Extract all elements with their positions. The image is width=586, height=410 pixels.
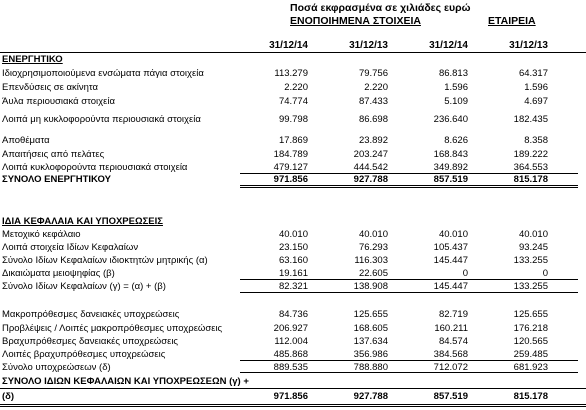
row-value: 712.072 xyxy=(433,362,468,373)
assets-heading-label: ΕΝΕΡΓΗΤΙΚΟ xyxy=(2,54,63,65)
row-value: 176.218 xyxy=(513,323,548,334)
row-value: 384.568 xyxy=(433,349,468,360)
assets-heading xyxy=(0,53,586,66)
row-value: 485.868 xyxy=(273,349,308,360)
table-row xyxy=(0,241,586,254)
row-value: 133.255 xyxy=(513,281,548,292)
row-value: 40.010 xyxy=(438,229,468,240)
row-value: 40.010 xyxy=(358,229,388,240)
group-consolidated-header: ΕΝΟΠΟΙΗΜΕΝΑ ΣΤΟΙΧΕΙΑ xyxy=(290,15,421,27)
grand-total-value: 927.788 xyxy=(353,391,388,402)
row-label: Σύνολο Ιδίων Κεφαλαίων (γ) = (α) + (β) xyxy=(2,281,166,292)
row-value: 182.435 xyxy=(513,114,548,125)
row-label: Επενδύσεις σε ακίνητα xyxy=(2,82,99,93)
equity-subtotal-rule xyxy=(240,279,578,280)
amounts-note: Ποσά εκφρασμένα σε χιλιάδες ευρώ xyxy=(290,2,471,14)
row-label: Λοιπές βραχυπρόθεσμες υποχρεώσεις xyxy=(2,349,166,360)
row-label: Βραχυπρόθεσμες δανειακές υποχρεώσεις xyxy=(2,336,179,347)
row-value: 1.596 xyxy=(444,82,468,93)
row-value: 236.640 xyxy=(433,114,468,125)
row-value: 113.279 xyxy=(274,68,308,79)
table-row xyxy=(0,113,586,126)
row-value: 0 xyxy=(462,268,468,279)
row-value: 681.923 xyxy=(513,362,548,373)
col-header-company-2013: 31/12/13 xyxy=(509,40,548,51)
equity-total-rule xyxy=(240,292,578,293)
table-row xyxy=(0,254,586,267)
row-value: 4.697 xyxy=(524,96,548,107)
row-value: 364.553 xyxy=(513,162,548,173)
row-value: 40.010 xyxy=(278,229,308,240)
row-value: 145.447 xyxy=(433,255,468,266)
table-row xyxy=(0,228,586,241)
row-value: 206.927 xyxy=(273,323,308,334)
row-label: Μετοχικό κεφάλαιο xyxy=(2,229,81,240)
row-value: 116.303 xyxy=(354,255,388,266)
row-value: 5.109 xyxy=(444,96,468,107)
row-label: Λοιπά στοιχεία Ιδίων Κεφαλαίων xyxy=(2,242,139,253)
row-value: 0 xyxy=(542,268,548,279)
row-value: 23.892 xyxy=(358,135,388,146)
grand-total-label: ΣΥΝΟΛΟ ΙΔΙΩΝ ΚΕΦΑΛΑΙΩΝ ΚΑΙ ΥΠΟΧΡΕΩΣΕΩΝ (γ) + xyxy=(2,376,249,387)
row-label: Ιδιοχρησιμοποιούμενα ενσώματα πάγια στοιχεία xyxy=(2,68,204,79)
table-row xyxy=(0,335,586,348)
grand-total-label-line1 xyxy=(0,375,586,388)
row-label: Σύνολο υποχρεώσεων (δ) xyxy=(2,362,111,373)
row-value: 133.255 xyxy=(513,255,548,266)
grand-total-value: 857.519 xyxy=(433,391,468,402)
row-label: Μακροπρόθεσμες δανειακές υποχρεώσεις xyxy=(2,309,180,320)
row-value: 23.150 xyxy=(278,242,308,253)
row-label: Αποθέματα xyxy=(2,135,50,146)
row-value: 184.789 xyxy=(273,149,308,160)
grand-total-value: 971.856 xyxy=(273,391,308,402)
row-value: 17.869 xyxy=(278,135,308,146)
col-header-consolidated-2013: 31/12/13 xyxy=(349,40,388,51)
col-header-consolidated-2014: 31/12/14 xyxy=(269,40,308,51)
row-value: 1.596 xyxy=(524,82,548,93)
row-value: 84.736 xyxy=(278,309,308,320)
liabilities-subtotal-rule xyxy=(240,360,578,361)
row-label: Σύνολο Ιδίων Κεφαλαίων ιδιοκτητών μητρικής (α) xyxy=(2,255,208,266)
table-row xyxy=(0,95,586,108)
assets-total-label: ΣΥΝΟΛΟ ΕΝΕΡΓΗΤΙΚΟΥ xyxy=(2,174,111,185)
row-value: 138.908 xyxy=(353,281,388,292)
row-value: 168.605 xyxy=(353,323,388,334)
row-value: 22.605 xyxy=(358,268,388,279)
grand-total-double-rule xyxy=(0,404,586,407)
row-value: 889.535 xyxy=(273,362,308,373)
row-value: 2.220 xyxy=(364,82,388,93)
row-value: 93.245 xyxy=(518,242,548,253)
row-value: 82.719 xyxy=(438,309,468,320)
row-value: 76.293 xyxy=(358,242,388,253)
row-value: 8.626 xyxy=(444,135,468,146)
grand-total-label-suffix: (δ) xyxy=(2,391,15,402)
row-label: Άυλα περιουσιακά στοιχεία xyxy=(2,96,115,107)
assets-subtotal-rule xyxy=(240,173,578,174)
liabilities-total-rule xyxy=(240,372,578,373)
row-value: 137.634 xyxy=(353,336,388,347)
row-value: 84.574 xyxy=(438,336,468,347)
row-value: 444.542 xyxy=(353,162,388,173)
row-value: 349.892 xyxy=(433,162,468,173)
row-value: 8.358 xyxy=(524,135,548,146)
equity-liabilities-heading-label: ΙΔΙΑ ΚΕΦΑΛΑΙΑ ΚΑΙ ΥΠΟΧΡΕΩΣΕΙΣ xyxy=(2,216,163,227)
table-row xyxy=(0,322,586,335)
col-header-company-2014: 31/12/14 xyxy=(429,40,468,51)
row-value: 19.161 xyxy=(278,268,308,279)
row-value: 86.813 xyxy=(438,68,468,79)
row-value: 259.485 xyxy=(513,349,548,360)
row-value: 40.010 xyxy=(518,229,548,240)
table-row xyxy=(0,134,586,147)
row-value: 79.756 xyxy=(358,68,388,79)
table-row xyxy=(0,148,586,161)
row-label: Λοιπά μη κυκλοφορούντα περιουσιακά στοιχεία xyxy=(2,114,201,125)
row-label: Δικαιώματα μειοψηφίας (β) xyxy=(2,268,115,279)
row-value: 99.798 xyxy=(278,114,308,125)
assets-total-value: 971.856 xyxy=(273,174,308,185)
table-row xyxy=(0,81,586,94)
assets-total-value: 927.788 xyxy=(353,174,388,185)
assets-total-double-rule xyxy=(240,185,578,188)
table-row xyxy=(0,67,586,80)
row-value: 125.655 xyxy=(353,309,388,320)
row-value: 145.447 xyxy=(433,281,468,292)
row-label: Προβλέψεις / Λοιπές μακροπρόθεσμες υποχρεώσεις xyxy=(2,323,223,334)
row-value: 82.321 xyxy=(278,281,308,292)
row-label: Λοιπά κυκλοφορούντα περιουσιακά στοιχεία xyxy=(2,162,188,173)
row-value: 112.004 xyxy=(274,336,308,347)
row-value: 788.880 xyxy=(353,362,388,373)
row-value: 479.127 xyxy=(273,162,308,173)
assets-total-value: 815.178 xyxy=(513,174,548,185)
group-company-header: ΕΤΑΙΡΕΙΑ xyxy=(488,15,536,27)
row-value: 87.433 xyxy=(358,96,388,107)
table-row xyxy=(0,308,586,321)
row-label: Απαιτήσεις από πελάτες xyxy=(2,149,105,160)
row-value: 160.211 xyxy=(434,323,468,334)
row-value: 86.698 xyxy=(358,114,388,125)
row-value: 74.774 xyxy=(278,96,308,107)
row-value: 2.220 xyxy=(284,82,308,93)
row-value: 64.317 xyxy=(518,68,548,79)
row-value: 105.437 xyxy=(433,242,468,253)
row-value: 203.247 xyxy=(353,149,388,160)
row-value: 63.160 xyxy=(278,255,308,266)
equity-liabilities-heading xyxy=(0,215,586,228)
grand-total-value: 815.178 xyxy=(513,391,548,402)
row-value: 189.222 xyxy=(513,149,548,160)
assets-total-value: 857.519 xyxy=(433,174,468,185)
grand-total-row xyxy=(0,390,586,403)
grand-total-top-rule xyxy=(0,388,586,389)
row-value: 356.986 xyxy=(353,349,388,360)
row-value: 168.843 xyxy=(433,149,468,160)
row-value: 120.565 xyxy=(513,336,548,347)
row-value: 125.655 xyxy=(513,309,548,320)
